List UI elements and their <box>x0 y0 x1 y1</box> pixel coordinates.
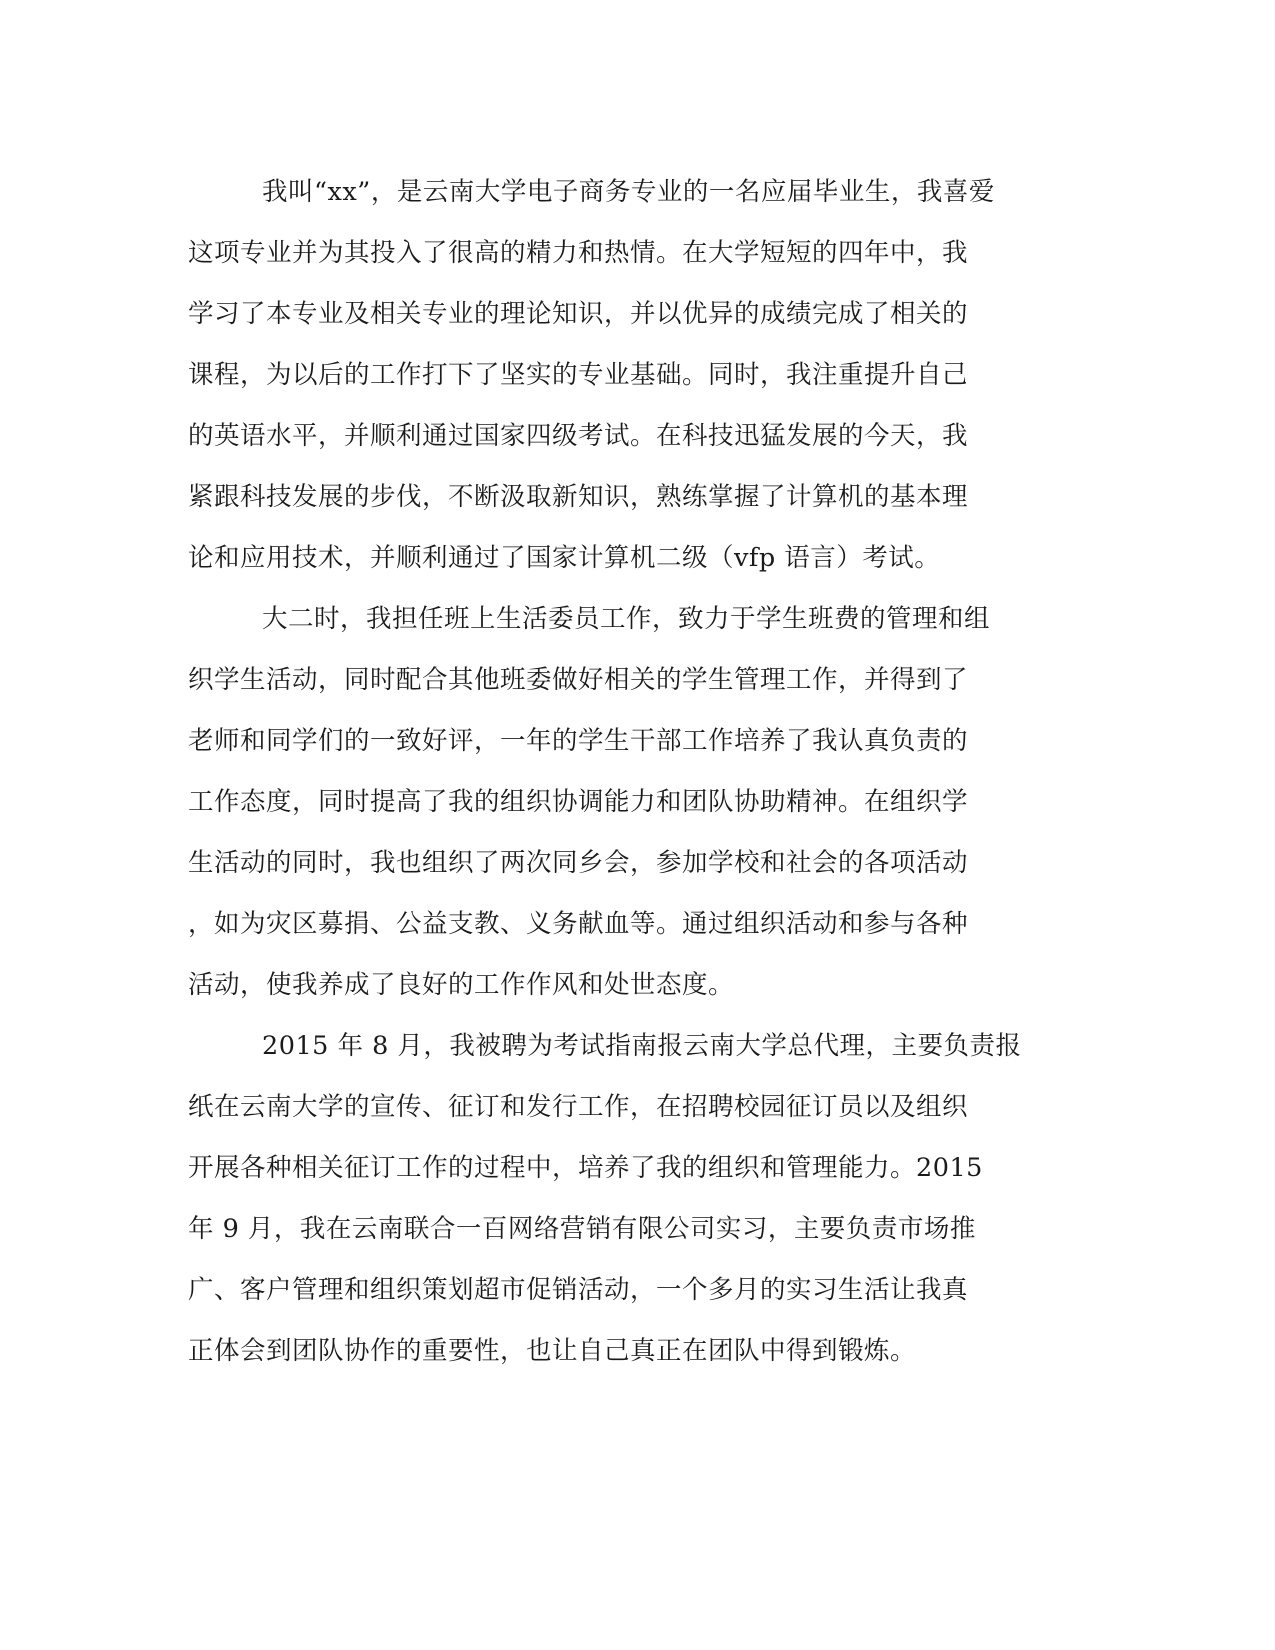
paragraph-line: 论和应用技术，并顺利通过了国家计算机二级（vfp 语言）考试。 <box>188 543 941 573</box>
paragraph-line: 生活动的同时，我也组织了两次同乡会，参加学校和社会的各项活动 <box>188 848 969 878</box>
paragraph-line: 的英语水平，并顺利通过国家四级考试。在科技迅猛发展的今天，我 <box>188 421 969 451</box>
paragraph-line: 开展各种相关征订工作的过程中，培养了我的组织和管理能力。2015 <box>188 1153 983 1183</box>
paragraph-line: 这项专业并为其投入了很高的精力和热情。在大学短短的四年中，我 <box>188 238 969 268</box>
paragraph-line: 工作态度，同时提高了我的组织协调能力和团队协助精神。在组织学 <box>188 787 969 817</box>
paragraph-line: 年 9 月，我在云南联合一百网络营销有限公司实习，主要负责市场推 <box>188 1214 976 1244</box>
paragraph-line: 2015 年 8 月，我被聘为考试指南报云南大学总代理，主要负责报 <box>262 1031 1022 1061</box>
paragraph-line: 正体会到团队协作的重要性，也让自己真正在团队中得到锻炼。 <box>188 1336 917 1366</box>
document-body <box>188 162 1068 1382</box>
paragraph-line: 织学生活动，同时配合其他班委做好相关的学生管理工作，并得到了 <box>188 665 969 695</box>
paragraph-line: 紧跟科技发展的步伐，不断汲取新知识，熟练掌握了计算机的基本理 <box>188 482 969 512</box>
paragraph-line: 活动，使我养成了良好的工作作风和处世态度。 <box>188 970 735 1000</box>
paragraph-line: 大二时，我担任班上生活委员工作，致力于学生班费的管理和组 <box>262 604 991 634</box>
paragraph-line: 纸在云南大学的宣传、征订和发行工作，在招聘校园征订员以及组织 <box>188 1092 969 1122</box>
paragraph-3 <box>188 1016 1068 1382</box>
paragraph-line: 老师和同学们的一致好评，一年的学生干部工作培养了我认真负责的 <box>188 726 969 756</box>
paragraph-line: 课程，为以后的工作打下了坚实的专业基础。同时，我注重提升自己 <box>188 360 969 390</box>
paragraph-line: 广、客户管理和组织策划超市促销活动，一个多月的实习生活让我真 <box>188 1275 969 1305</box>
paragraph-1 <box>188 162 1068 589</box>
paragraph-line: ，如为灾区募捐、公益支教、义务献血等。通过组织活动和参与各种 <box>188 909 969 939</box>
paragraph-2 <box>188 589 1068 1016</box>
paragraph-line: 学习了本专业及相关专业的理论知识，并以优异的成绩完成了相关的 <box>188 299 969 329</box>
paragraph-line: 我叫“xx”，是云南大学电子商务专业的一名应届毕业生，我喜爱 <box>262 177 995 207</box>
